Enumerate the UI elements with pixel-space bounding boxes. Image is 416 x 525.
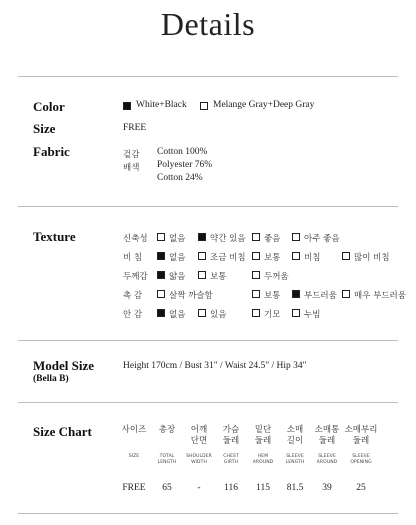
texture-row-name: 두께감 — [123, 272, 148, 282]
texture-option: 없음 — [169, 234, 186, 244]
size-chart-header: 사이즈 — [121, 425, 147, 435]
texture-option: 조금 비침 — [210, 253, 246, 263]
texture-checkbox — [198, 252, 206, 260]
color-option-1-checkbox — [123, 102, 131, 110]
size-chart-header: 소매 길이 — [286, 425, 304, 446]
texture-option: 보통 — [264, 291, 281, 301]
texture-checkbox — [252, 252, 260, 260]
size-chart-label: Size Chart — [33, 424, 92, 439]
size-chart-subheader: CHEST GIRTH — [223, 454, 239, 465]
size-chart-subheader: TOTAL LENGTH — [157, 454, 177, 465]
texture-option: 아주 좋음 — [304, 234, 340, 244]
size-chart-subheader: SHOULDER WIDTH — [186, 454, 212, 465]
size-chart-value: 115 — [256, 483, 270, 493]
texture-checkbox — [342, 290, 350, 298]
texture-option: 보통 — [210, 272, 227, 282]
size-chart-header: 가슴 둘레 — [222, 425, 240, 446]
divider — [18, 340, 398, 341]
texture-checkbox — [342, 252, 350, 260]
divider — [18, 206, 398, 207]
fabric-material: Polyester 76% — [157, 160, 213, 170]
fabric-material: Cotton 100% — [157, 147, 208, 157]
size-chart-value: 25 — [356, 483, 366, 493]
texture-option: 비침 — [304, 253, 321, 263]
size-chart-value: 116 — [224, 483, 238, 493]
texture-row-name: 안 감 — [123, 310, 143, 320]
divider — [18, 402, 398, 403]
texture-checkbox — [157, 233, 165, 241]
texture-option: 누빔 — [304, 310, 321, 320]
size-chart-subheader: SLEEVE AROUND — [316, 454, 338, 465]
size-chart-subheader: SLEEVE LENGTH — [285, 454, 305, 465]
texture-option: 매우 부드러움 — [354, 291, 406, 301]
texture-option: 두꺼움 — [264, 272, 289, 282]
texture-checkbox — [157, 290, 165, 298]
divider — [18, 76, 398, 77]
model-measurements: Height 170cm / Bust 31" / Waist 24.5" / Hip 34" — [123, 361, 307, 371]
texture-checkbox — [198, 271, 206, 279]
texture-option: 있음 — [210, 310, 227, 320]
texture-row-name: 비 침 — [123, 253, 143, 263]
texture-option: 보통 — [264, 253, 281, 263]
texture-checkbox — [292, 309, 300, 317]
size-chart-value: 65 — [162, 483, 172, 493]
color-option-1-label: White+Black — [136, 100, 187, 110]
size-value: FREE — [123, 123, 147, 133]
divider — [18, 513, 398, 514]
fabric-material: Cotton 24% — [157, 173, 203, 183]
color-label: Color — [33, 99, 65, 114]
texture-option: 없음 — [169, 253, 186, 263]
texture-checkbox — [292, 290, 300, 298]
size-chart-value: FREE — [122, 483, 146, 493]
texture-option: 많이 비침 — [354, 253, 390, 263]
size-chart-value: - — [197, 483, 201, 493]
texture-row-name: 신축성 — [123, 234, 148, 244]
color-option-2-checkbox — [200, 102, 208, 110]
size-chart-subheader: SIZE — [128, 454, 140, 459]
texture-checkbox — [252, 290, 260, 298]
texture-checkbox — [252, 233, 260, 241]
texture-checkbox — [157, 252, 165, 260]
texture-option: 살짝 까슬함 — [169, 291, 213, 301]
size-chart-subheader: HEM AROUND — [252, 454, 274, 465]
texture-row-name: 촉 감 — [123, 291, 143, 301]
texture-checkbox — [157, 309, 165, 317]
size-chart-header: 총장 — [158, 425, 176, 435]
texture-option: 기모 — [264, 310, 281, 320]
page-title: Details — [160, 6, 256, 42]
texture-option: 좋음 — [264, 234, 281, 244]
size-chart-value: 39 — [322, 483, 332, 493]
texture-checkbox — [198, 233, 206, 241]
fabric-part: 겉감 — [123, 150, 140, 160]
texture-label: Texture — [33, 229, 76, 244]
size-chart-header: 밑단 둘레 — [254, 425, 272, 446]
size-chart-header: 어깨 단면 — [190, 425, 208, 446]
fabric-label: Fabric — [33, 144, 70, 159]
texture-checkbox — [252, 309, 260, 317]
model-size-label: Model Size — [33, 358, 95, 373]
size-chart-subheader: SLEEVE OPENING — [350, 454, 372, 465]
fabric-part: 배색 — [123, 163, 140, 173]
size-chart-header: 소매부리 둘레 — [344, 425, 378, 446]
texture-checkbox — [198, 309, 206, 317]
size-chart-header: 소매통 둘레 — [314, 425, 340, 446]
color-option-2-label: Melange Gray+Deep Gray — [213, 100, 315, 110]
texture-option: 얇음 — [169, 272, 186, 282]
texture-option: 약간 있음 — [210, 234, 246, 244]
size-chart-value: 81.5 — [286, 483, 304, 493]
texture-checkbox — [157, 271, 165, 279]
texture-checkbox — [252, 271, 260, 279]
size-label: Size — [33, 121, 56, 136]
texture-checkbox — [292, 252, 300, 260]
texture-option: 없음 — [169, 310, 186, 320]
texture-option: 부드러움 — [304, 291, 337, 301]
model-name: (Bella B) — [33, 374, 69, 384]
texture-checkbox — [292, 233, 300, 241]
